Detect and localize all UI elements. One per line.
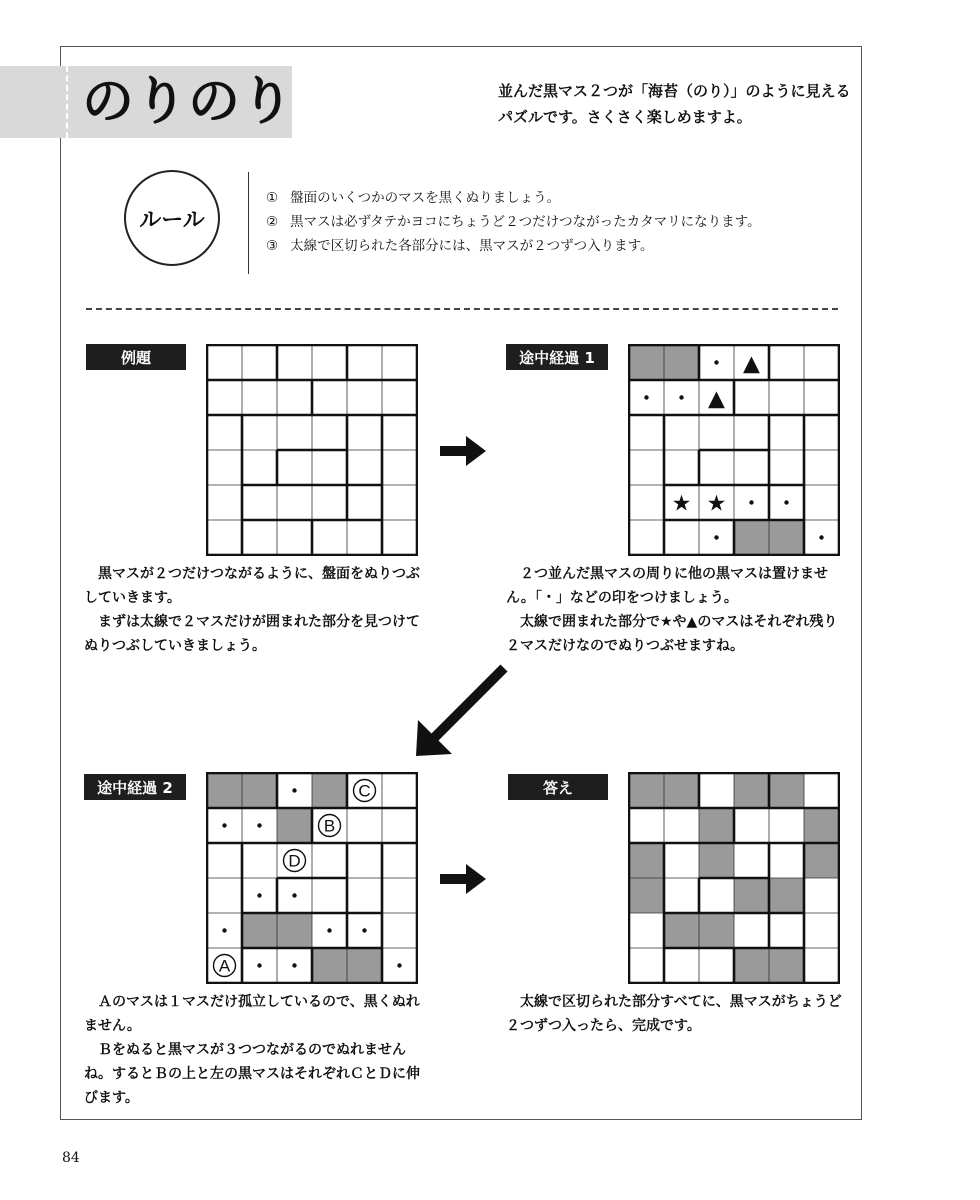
dot-mark xyxy=(714,535,718,539)
answer-label: 答え xyxy=(508,774,608,800)
grid-cell xyxy=(804,878,839,913)
grid-cell xyxy=(277,345,312,380)
grid-cell xyxy=(312,450,347,485)
grid-cell xyxy=(312,773,347,808)
dot-mark xyxy=(644,395,648,399)
grid-cell xyxy=(804,450,839,485)
grid-cell xyxy=(629,520,664,555)
grid-cell xyxy=(207,520,242,555)
grid-cell xyxy=(699,773,734,808)
grid-cell xyxy=(207,878,242,913)
grid-cell xyxy=(277,450,312,485)
grid-cell xyxy=(347,520,382,555)
grid-cell xyxy=(769,843,804,878)
grid-cell xyxy=(207,485,242,520)
cell-letter: A xyxy=(218,956,231,976)
grid-cell xyxy=(629,808,664,843)
grid-cell xyxy=(769,878,804,913)
dot-mark xyxy=(679,395,683,399)
grid-cell xyxy=(347,415,382,450)
rule-divider xyxy=(248,172,249,274)
grid-cell xyxy=(629,773,664,808)
intro-text: 並んだ黒マス２つが「海苔（のり）」のように見えるパズルです。さくさく楽しめますよ。 xyxy=(498,82,851,126)
grid-cell xyxy=(382,485,417,520)
dot-mark xyxy=(714,360,718,364)
grid-cell xyxy=(382,415,417,450)
grid-cell xyxy=(242,843,277,878)
grid-cell xyxy=(664,415,699,450)
grid-cell xyxy=(382,913,417,948)
triangle-mark: ▲ xyxy=(708,386,725,412)
grid-cell xyxy=(382,380,417,415)
answer-caption xyxy=(506,990,842,1038)
caption-paragraph: 太線で区切られた部分すべてに、黒マスがちょうど２つずつ入ったら、完成です。 xyxy=(506,994,842,1034)
rule-item xyxy=(266,234,846,258)
grid-cell xyxy=(769,913,804,948)
rule-badge: ルール xyxy=(124,170,220,266)
rule-number: ③ xyxy=(266,238,279,254)
grid-cell xyxy=(804,948,839,983)
dot-mark xyxy=(292,963,296,967)
dot-mark xyxy=(257,963,261,967)
grid-cell xyxy=(242,380,277,415)
star-mark: ★ xyxy=(706,491,727,517)
rule-item xyxy=(266,210,846,234)
grid-cell xyxy=(347,345,382,380)
grid-cell xyxy=(277,415,312,450)
grid-cell xyxy=(804,808,839,843)
caption-paragraph: ２つ並んだ黒マスの周りに他の黒マスは置けません。「・」などの印をつけましょう。 xyxy=(506,566,828,606)
grid-cell xyxy=(769,808,804,843)
example-caption xyxy=(84,562,420,658)
grid-cell xyxy=(629,913,664,948)
grid-cell xyxy=(347,450,382,485)
rule-text: 黒マスは必ずタテかヨコにちょうど２つだけつながったカタマリになります。 xyxy=(290,214,761,230)
grid-cell xyxy=(664,878,699,913)
cell-letter: D xyxy=(288,851,301,871)
grid-cell xyxy=(734,520,769,555)
caption-paragraph: Ｂをぬると黒マスが３つつながるのでぬれませんね。するとＢの上と左の黒マスはそれぞれＣとＤに伸びます。 xyxy=(84,1042,420,1106)
progress2-grid xyxy=(206,772,418,984)
grid-cell xyxy=(207,380,242,415)
grid-cell xyxy=(699,948,734,983)
grid-cell xyxy=(804,843,839,878)
grid-cell xyxy=(347,380,382,415)
rule-list xyxy=(266,186,846,258)
grid-cell xyxy=(347,808,382,843)
progress1-caption xyxy=(506,562,842,658)
grid-cell xyxy=(664,450,699,485)
grid-cell xyxy=(382,773,417,808)
section-divider xyxy=(86,308,838,310)
grid-cell xyxy=(804,913,839,948)
grid-cell xyxy=(382,345,417,380)
dot-mark xyxy=(749,500,753,504)
grid-cell xyxy=(312,843,347,878)
grid-cell xyxy=(242,415,277,450)
grid-cell xyxy=(699,808,734,843)
progress2-label: 途中経過 2 xyxy=(84,774,186,800)
grid-cell xyxy=(242,773,277,808)
rule-text: 太線で区切られた各部分には、黒マスが２つずつ入ります。 xyxy=(290,238,654,254)
arrow-right-icon xyxy=(438,434,488,468)
grid-cell xyxy=(207,773,242,808)
grid-cell xyxy=(312,380,347,415)
page-number: 84 xyxy=(62,1150,80,1166)
grid-cell xyxy=(734,948,769,983)
grid-cell xyxy=(347,485,382,520)
grid-cell xyxy=(664,948,699,983)
grid-cell xyxy=(769,415,804,450)
grid-cell xyxy=(277,485,312,520)
dot-mark xyxy=(784,500,788,504)
grid-cell xyxy=(699,843,734,878)
dot-mark xyxy=(292,893,296,897)
caption-paragraph: 黒マスが２つだけつながるように、盤面をぬりつぶしていきます。 xyxy=(84,566,420,606)
grid-cell xyxy=(734,450,769,485)
grid-cell xyxy=(277,913,312,948)
grid-cell xyxy=(804,380,839,415)
rule-item xyxy=(266,186,846,210)
grid-cell xyxy=(699,450,734,485)
grid-cell xyxy=(664,913,699,948)
dot-mark xyxy=(362,928,366,932)
example-grid xyxy=(206,344,418,556)
grid-cell xyxy=(382,843,417,878)
grid-cell xyxy=(382,450,417,485)
grid-cell xyxy=(629,345,664,380)
page-title: のりのり xyxy=(82,72,295,132)
grid-cell xyxy=(312,948,347,983)
grid-cell xyxy=(629,843,664,878)
grid-cell xyxy=(207,345,242,380)
grid-cell xyxy=(769,380,804,415)
grid-cell xyxy=(734,808,769,843)
grid-cell xyxy=(347,948,382,983)
grid-cell xyxy=(629,485,664,520)
grid-cell xyxy=(347,843,382,878)
title-dash xyxy=(66,66,68,138)
grid-cell xyxy=(769,948,804,983)
grid-cell xyxy=(347,878,382,913)
grid-cell xyxy=(312,345,347,380)
grid-cell xyxy=(312,415,347,450)
grid-cell xyxy=(277,520,312,555)
caption-paragraph: 太線で囲まれた部分で★や▲のマスはそれぞれ残り２マスだけなのでぬりつぶせますね。 xyxy=(506,614,838,654)
grid-cell xyxy=(734,913,769,948)
grid-cell xyxy=(664,520,699,555)
grid-cell xyxy=(664,843,699,878)
grid-cell xyxy=(312,520,347,555)
dot-mark xyxy=(327,928,331,932)
arrow-down-left-icon xyxy=(412,664,508,760)
triangle-mark: ▲ xyxy=(743,351,760,377)
progress2-caption xyxy=(84,990,420,1110)
grid-cell xyxy=(242,520,277,555)
rule-number: ② xyxy=(266,214,279,230)
rule-text: 盤面のいくつかのマスを黒くぬりましょう。 xyxy=(290,190,561,206)
grid-cell xyxy=(664,808,699,843)
grid-cell xyxy=(277,380,312,415)
cell-letter: C xyxy=(358,781,371,801)
dot-mark xyxy=(222,928,226,932)
grid-cell xyxy=(664,773,699,808)
grid-cell xyxy=(734,878,769,913)
grid-cell xyxy=(804,485,839,520)
rule-number: ① xyxy=(266,190,279,206)
grid-cell xyxy=(734,773,769,808)
caption-paragraph: Ａのマスは１マスだけ孤立しているので、黒くぬれません。 xyxy=(84,994,420,1034)
grid-cell xyxy=(629,878,664,913)
progress1-grid xyxy=(628,344,840,556)
grid-cell xyxy=(312,878,347,913)
grid-cell xyxy=(734,843,769,878)
grid-cell xyxy=(664,345,699,380)
grid-cell xyxy=(382,520,417,555)
cell-letter: B xyxy=(323,816,336,836)
grid-cell xyxy=(804,345,839,380)
arrow-right-icon xyxy=(438,862,488,896)
grid-cell xyxy=(242,485,277,520)
grid-cell xyxy=(629,948,664,983)
dot-mark xyxy=(397,963,401,967)
grid-cell xyxy=(804,415,839,450)
grid-cell xyxy=(207,415,242,450)
grid-cell xyxy=(769,345,804,380)
grid-cell xyxy=(277,808,312,843)
answer-grid xyxy=(628,772,840,984)
grid-cell xyxy=(629,415,664,450)
grid-cell xyxy=(207,843,242,878)
grid-cell xyxy=(207,450,242,485)
dot-mark xyxy=(222,823,226,827)
grid-cell xyxy=(242,450,277,485)
grid-cell xyxy=(242,913,277,948)
grid-cell xyxy=(769,773,804,808)
dot-mark xyxy=(257,823,261,827)
dot-mark xyxy=(257,893,261,897)
grid-cell xyxy=(629,450,664,485)
grid-cell xyxy=(699,913,734,948)
grid-cell xyxy=(769,520,804,555)
grid-cell xyxy=(382,878,417,913)
progress1-label: 途中経過 1 xyxy=(506,344,608,370)
grid-cell xyxy=(382,808,417,843)
grid-cell xyxy=(242,345,277,380)
grid-cell xyxy=(734,415,769,450)
grid-cell xyxy=(734,380,769,415)
grid-cell xyxy=(699,415,734,450)
caption-paragraph: まずは太線で２マスだけが囲まれた部分を見つけてぬりつぶしていきましょう。 xyxy=(84,614,420,654)
grid-cell xyxy=(769,450,804,485)
dot-mark xyxy=(819,535,823,539)
example-label: 例題 xyxy=(86,344,186,370)
grid-cell xyxy=(699,878,734,913)
dot-mark xyxy=(292,788,296,792)
grid-cell xyxy=(804,773,839,808)
star-mark: ★ xyxy=(671,491,692,517)
grid-cell xyxy=(312,485,347,520)
